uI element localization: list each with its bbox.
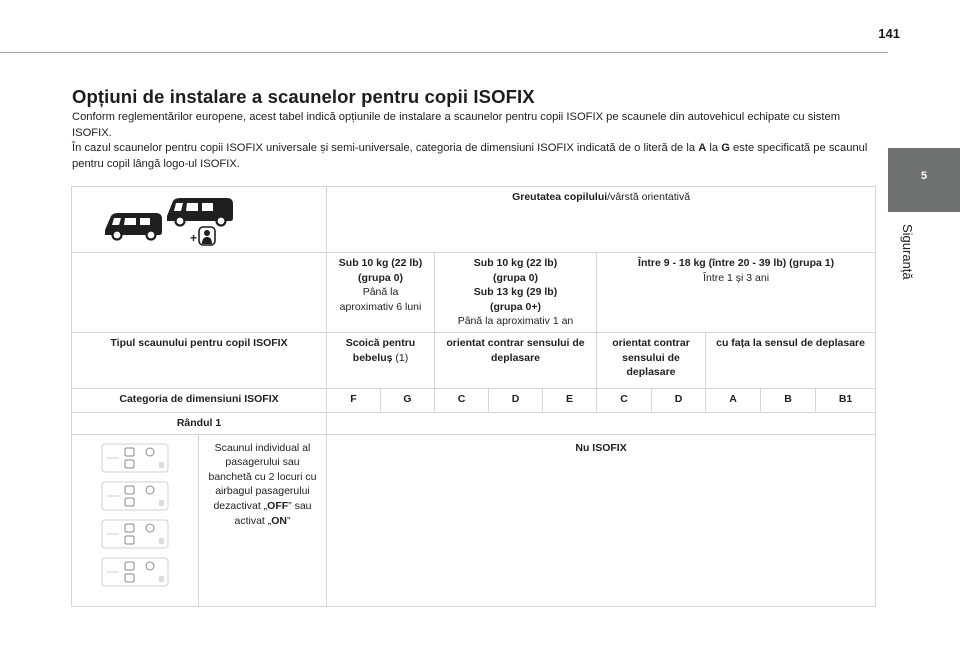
size-cell: B1	[816, 388, 876, 412]
group-1-cell	[597, 253, 876, 333]
van-long-icon	[103, 190, 303, 248]
size-cell: D	[652, 388, 706, 412]
size-category-label: Categoria de dimensiuni ISOFIX	[72, 388, 327, 412]
size-cell: F	[327, 388, 381, 412]
intro-text	[72, 110, 872, 172]
group-0plus-weight-b: Sub 13 kg (29 lb)	[473, 286, 558, 299]
group-0plus-name-a: (grupa 0)	[493, 271, 538, 284]
isofix-table	[71, 186, 876, 607]
seat-type-rear-1: orientat contrar sensului de deplasare	[435, 332, 597, 388]
row-1-value: Nu ISOFIX	[327, 434, 876, 606]
page-number: 141	[878, 26, 900, 41]
size-cell: B	[761, 388, 816, 412]
weight-header-rest: /vârstă orientativă	[607, 191, 691, 203]
group-0-weight: Sub 10 kg (22 lb)	[338, 257, 423, 269]
size-cell: C	[435, 388, 489, 412]
seat-type-rear-2: orientat contrar sensului de deplasare	[597, 332, 706, 388]
intro-p2-part-c: la	[706, 142, 722, 155]
seat-desc-c: ”	[287, 514, 291, 527]
intro-paragraph-2	[72, 141, 872, 172]
group-1-weight: Între 9 - 18 kg (între 20 - 39 lb) (grupa 1)	[638, 257, 835, 269]
intro-paragraph-1: Conform reglementărilor europene, acest tabel indică opțiunile de instalare a scaunelor pentru copii ISOFIX pe scaunele din autovehicul echipate cu sistem ISOFIX.	[72, 111, 841, 139]
intro-p2-part-e: este specificată pe scaunul pentru copil lângă logo-ul ISOFIX.	[72, 142, 868, 170]
seat-desc-b: ” sau activat „	[234, 499, 312, 527]
row-1-label: Rândul 1	[72, 412, 327, 434]
size-cell: G	[381, 388, 435, 412]
seat-layout-icon	[101, 442, 169, 474]
group-0plus-age: Până la aproximativ 1 an	[457, 315, 574, 328]
child-weight-header	[327, 187, 876, 253]
seat-layout-icon	[101, 556, 169, 588]
vehicle-icons	[76, 190, 322, 248]
isofix-child-seat-icon	[199, 227, 215, 245]
seat-type-label: Tipul scaunului pentru copil ISOFIX	[72, 332, 327, 388]
groups-label-cell	[72, 253, 327, 333]
group-0plus-cell	[435, 253, 597, 333]
weight-header-bold: Greutatea copilului	[512, 191, 608, 203]
intro-letter-a: A	[698, 142, 707, 155]
group-0-age-b: aproximativ 6 luni	[339, 300, 422, 313]
seat-type-shell	[327, 332, 435, 388]
seat-type-shell-bold: Scoică pentru bebeluș	[345, 336, 416, 364]
group-0-name: (grupa 0)	[358, 271, 403, 284]
page-title: Opțiuni de instalare a scaunelor pentru copii ISOFIX	[72, 86, 535, 107]
group-0-cell	[327, 253, 435, 333]
chapter-title-text: Siguranță	[900, 224, 915, 280]
intro-p2-part-a: În cazul scaunelor pentru copii ISOFIX universale și semi-universale, categoria de dimensiuni ISOFIX indicată de o literă de la	[72, 142, 699, 155]
seat-desc-a: Scaunul individual al pasagerului sau banchetă cu 2 locuri cu airbagul pasagerului dezactivat „	[208, 441, 317, 512]
chapter-title	[898, 224, 918, 304]
size-cell: D	[489, 388, 543, 412]
row-1-spacer	[327, 412, 876, 434]
chapter-number: 5	[920, 170, 928, 182]
seat-layout-icons	[76, 438, 194, 588]
airbag-off-label: OFF	[267, 499, 289, 512]
group-0-age-a: Până la	[362, 286, 399, 299]
vehicle-icons-cell	[72, 187, 327, 253]
seat-type-shell-note: (1)	[392, 351, 409, 364]
airbag-on-label: ON	[271, 514, 287, 527]
group-1-age: Între 1 și 3 ani	[703, 271, 770, 284]
size-cell: C	[597, 388, 652, 412]
seat-layout-icon	[101, 518, 169, 550]
svg-text:+: +	[190, 231, 198, 245]
group-0plus-weight-a: Sub 10 kg (22 lb)	[473, 257, 558, 269]
chapter-tab[interactable]	[888, 148, 960, 212]
intro-letter-g: G	[721, 142, 730, 155]
size-cell: E	[543, 388, 597, 412]
seat-description	[199, 434, 327, 606]
seat-layout-cell	[72, 434, 199, 606]
size-cell: A	[706, 388, 761, 412]
seat-layout-icon	[101, 480, 169, 512]
group-0plus-name-b: (grupa 0+)	[489, 300, 542, 313]
seat-type-front: cu fața la sensul de deplasare	[706, 332, 876, 388]
header-rule	[0, 52, 888, 53]
